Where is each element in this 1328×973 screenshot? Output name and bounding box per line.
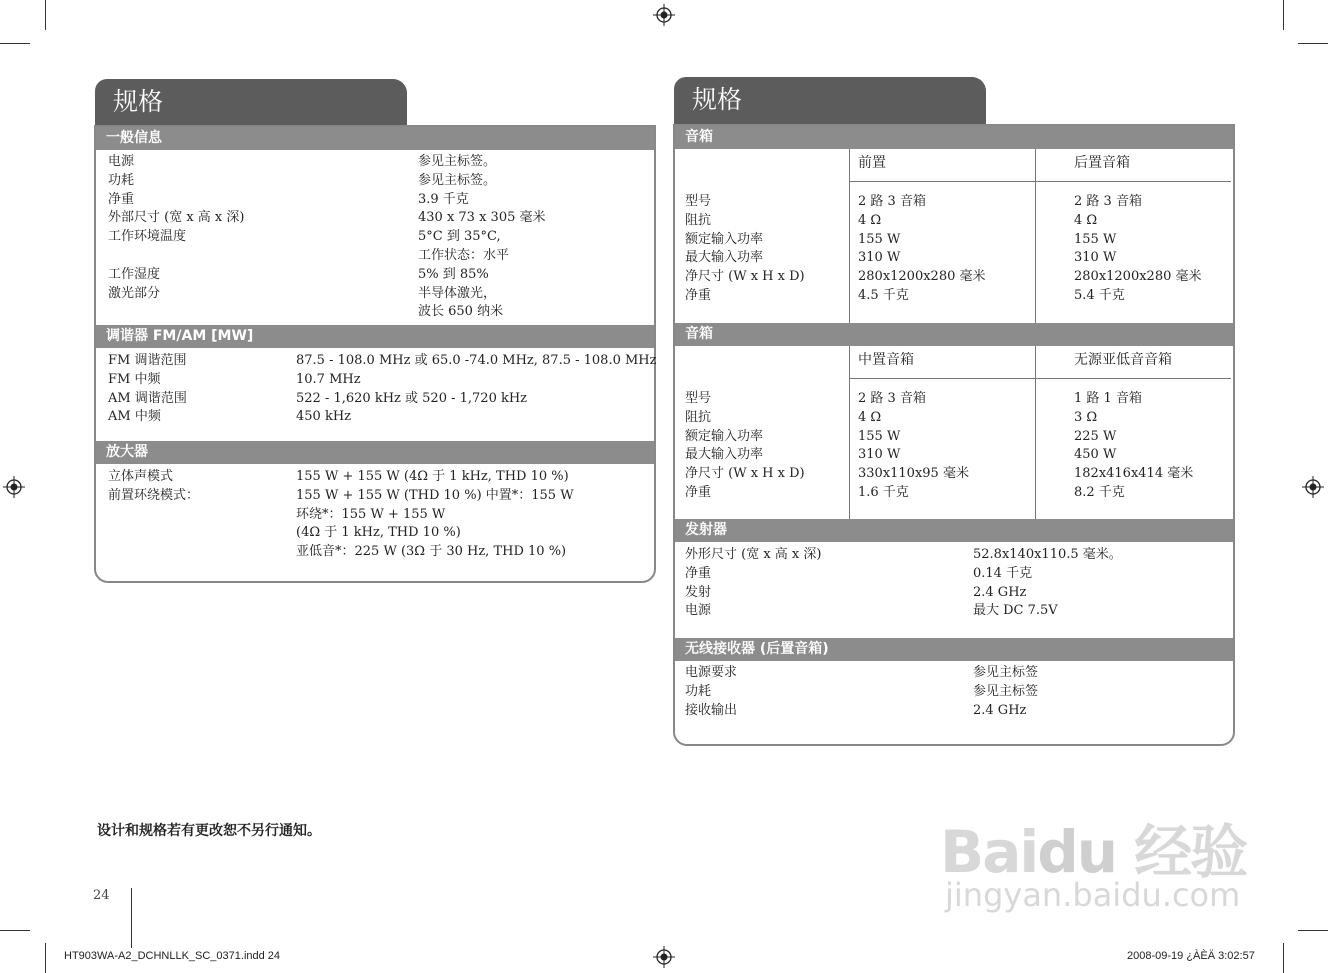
spec-label: 净重 bbox=[685, 485, 712, 500]
section-header-speakers-center-sub: 音箱 bbox=[675, 323, 1233, 346]
spec-value: (4Ω 于 1 kHz, THD 10 %) bbox=[296, 525, 461, 541]
footer-filename: HT903WA-A2_DCHNLLK_SC_0371.indd 24 bbox=[64, 950, 281, 962]
column-header: 后置音箱 bbox=[1074, 155, 1130, 171]
spec-label: 阻抗 bbox=[685, 212, 712, 228]
column-divider bbox=[849, 346, 850, 520]
section-header-speakers-front-rear: 音箱 bbox=[675, 126, 1233, 149]
spec-value: 参见主标签 bbox=[973, 665, 1039, 680]
right-page-title: 规格 bbox=[674, 77, 986, 127]
spec-label: 外部尺寸 (宽 x 高 x 深) bbox=[108, 210, 245, 226]
column-divider bbox=[1035, 346, 1036, 520]
column-divider bbox=[1035, 149, 1036, 323]
spec-value: 参见主标签。 bbox=[418, 154, 497, 169]
spec-value: 环绕*：155 W + 155 W bbox=[296, 506, 446, 522]
crop-mark bbox=[1298, 43, 1328, 44]
spec-value: 4.5 千克 bbox=[858, 288, 909, 303]
spec-value: 5.4 千克 bbox=[1074, 288, 1125, 303]
spec-value: 1.6 千克 bbox=[858, 485, 909, 500]
crop-mark bbox=[0, 43, 30, 44]
spec-value: 4 Ω bbox=[858, 409, 882, 425]
spec-label: 接收输出 bbox=[685, 702, 738, 718]
spec-value: 522 - 1,620 kHz 或 520 - 1,720 kHz bbox=[296, 390, 528, 406]
spec-label: 阻抗 bbox=[685, 409, 712, 425]
spec-value: 155 W bbox=[858, 231, 901, 247]
spec-value: 10.7 MHz bbox=[296, 371, 361, 387]
spec-value: 155 W + 155 W (THD 10 %) 中置*：155 W bbox=[296, 487, 574, 503]
spec-value: 2 路 3 音箱 bbox=[858, 194, 926, 209]
section-header-receiver: 无线接收器 (后置音箱) bbox=[675, 638, 1233, 661]
spec-value: 波长 650 纳米 bbox=[418, 304, 504, 320]
crop-mark bbox=[0, 930, 30, 931]
spec-label: 净尺寸 (W x H x D) bbox=[685, 466, 805, 482]
spec-value: 182x416x414 毫米 bbox=[1074, 466, 1194, 482]
spec-label: 工作湿度 bbox=[108, 266, 161, 282]
column-header: 中置音箱 bbox=[858, 352, 914, 368]
spec-label: 工作环境温度 bbox=[108, 229, 187, 245]
spec-value: 5% 到 85% bbox=[418, 266, 489, 282]
spec-label: AM 中频 bbox=[108, 409, 161, 425]
spec-label: 型号 bbox=[685, 194, 712, 209]
spec-label: 额定输入功率 bbox=[685, 231, 764, 247]
spec-label: 外形尺寸 (宽 x 高 x 深) bbox=[685, 547, 822, 562]
spec-label: 发射 bbox=[685, 584, 712, 600]
spec-label: 净重 bbox=[685, 565, 712, 581]
spec-value: 155 W bbox=[1074, 231, 1117, 247]
page-rule bbox=[131, 888, 132, 948]
spec-label: 功耗 bbox=[108, 172, 135, 188]
spec-value: 280x1200x280 毫米 bbox=[1074, 269, 1202, 285]
section-header-transmitter: 发射器 bbox=[675, 519, 1233, 542]
registration-mark-icon bbox=[1302, 476, 1324, 498]
spec-value: 430 x 73 x 305 毫米 bbox=[418, 210, 546, 226]
registration-mark-icon bbox=[653, 4, 675, 26]
spec-value: 参见主标签 bbox=[973, 683, 1039, 699]
spec-value: 最大 DC 7.5V bbox=[973, 603, 1058, 619]
left-spec-panel bbox=[94, 125, 656, 583]
spec-label: 净尺寸 (W x H x D) bbox=[685, 269, 805, 285]
spec-label: 型号 bbox=[685, 391, 712, 406]
crop-mark bbox=[1298, 930, 1328, 931]
header-divider bbox=[849, 181, 1231, 182]
spec-label: 电源 bbox=[685, 603, 712, 619]
spec-value: 3.9 千克 bbox=[418, 191, 469, 207]
spec-label: FM 调谐范围 bbox=[108, 353, 187, 368]
spec-value: 155 W + 155 W (4Ω 于 1 kHz, THD 10 %) bbox=[296, 469, 569, 484]
crop-mark bbox=[1283, 0, 1284, 30]
spec-value: 4 Ω bbox=[1074, 212, 1098, 228]
spec-value: 450 kHz bbox=[296, 409, 352, 425]
header-divider bbox=[849, 378, 1231, 379]
spec-label: 净重 bbox=[685, 288, 712, 303]
spec-value: 310 W bbox=[858, 447, 901, 463]
spec-value: 8.2 千克 bbox=[1074, 485, 1125, 500]
spec-value: 参见主标签。 bbox=[418, 172, 497, 188]
column-header: 前置 bbox=[858, 155, 886, 171]
registration-mark-icon bbox=[653, 946, 675, 968]
spec-label: 额定输入功率 bbox=[685, 428, 764, 444]
spec-value: 4 Ω bbox=[858, 212, 882, 228]
registration-mark-icon bbox=[3, 476, 25, 498]
spec-change-notice: 设计和规格若有更改恕不另行通知。 bbox=[97, 823, 321, 839]
spec-value: 87.5 - 108.0 MHz 或 65.0 -74.0 MHz, 87.5 - 108.0 MHz bbox=[296, 353, 657, 368]
spec-value: 5°C 到 35°C, bbox=[418, 229, 501, 245]
left-page-title: 规格 bbox=[95, 79, 407, 129]
spec-value: 450 W bbox=[1074, 447, 1117, 463]
spec-value: 工作状态：水平 bbox=[418, 248, 510, 263]
spec-value: 1 路 1 音箱 bbox=[1074, 391, 1142, 406]
spec-label: 净重 bbox=[108, 191, 135, 207]
spec-value: 2.4 GHz bbox=[973, 702, 1027, 718]
crop-mark bbox=[1283, 943, 1284, 973]
spec-value: 2 路 3 音箱 bbox=[858, 391, 926, 406]
spec-value: 310 W bbox=[1074, 250, 1117, 266]
column-divider bbox=[849, 149, 850, 323]
spec-value: 280x1200x280 毫米 bbox=[858, 269, 986, 285]
spec-value: 52.8x140x110.5 毫米。 bbox=[973, 547, 1122, 562]
column-header: 无源亚低音音箱 bbox=[1074, 352, 1172, 368]
spec-label: 立体声模式 bbox=[108, 469, 174, 484]
spec-label: 最大输入功率 bbox=[685, 447, 764, 463]
spec-label: FM 中频 bbox=[108, 371, 161, 387]
spec-value: 155 W bbox=[858, 428, 901, 444]
spec-label: 最大输入功率 bbox=[685, 250, 764, 266]
spec-value: 225 W bbox=[1074, 428, 1117, 444]
right-spec-panel bbox=[673, 124, 1235, 746]
page-number: 24 bbox=[93, 888, 110, 903]
crop-mark bbox=[45, 943, 46, 973]
spec-value: 0.14 千克 bbox=[973, 565, 1033, 581]
spec-value: 3 Ω bbox=[1074, 409, 1098, 425]
spec-value: 2.4 GHz bbox=[973, 584, 1027, 600]
spec-label: 功耗 bbox=[685, 683, 712, 699]
baidu-watermark-logo: Baidu 经验 bbox=[940, 818, 1247, 886]
footer-timestamp: 2008-09-19 ¿ÀÈÄ 3:02:57 bbox=[1127, 950, 1255, 962]
spec-label: 电源要求 bbox=[685, 665, 738, 680]
spec-label: 前置环绕模式： bbox=[108, 487, 200, 503]
section-header-amplifier: 放大器 bbox=[96, 441, 654, 464]
spec-label: 电源 bbox=[108, 154, 135, 169]
spec-label: AM 调谐范围 bbox=[108, 390, 187, 406]
spec-label: 激光部分 bbox=[108, 285, 161, 301]
section-header-general: 一般信息 bbox=[96, 127, 654, 150]
spec-value: 半导体激光， bbox=[418, 285, 497, 301]
spec-value: 2 路 3 音箱 bbox=[1074, 194, 1142, 209]
spec-value: 330x110x95 毫米 bbox=[858, 466, 969, 482]
spec-value: 310 W bbox=[858, 250, 901, 266]
section-header-tuner: 调谐器 FM/AM [MW] bbox=[96, 325, 654, 348]
spec-value: 亚低音*：225 W (3Ω 于 30 Hz, THD 10 %) bbox=[296, 544, 567, 560]
baidu-watermark-url: jingyan.baidu.com bbox=[945, 876, 1241, 914]
crop-mark bbox=[45, 0, 46, 30]
